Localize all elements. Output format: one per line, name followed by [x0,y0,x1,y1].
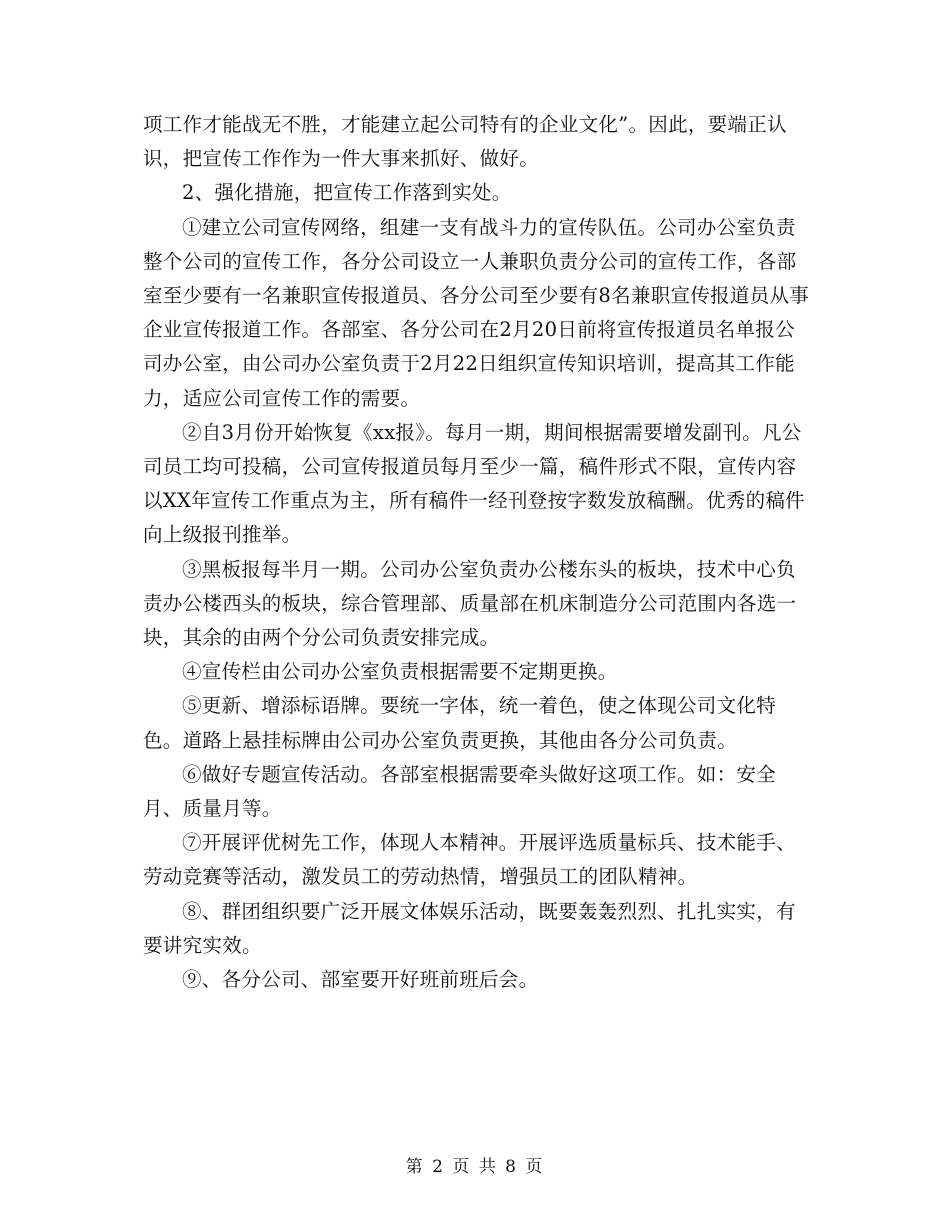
paragraph-section-2-heading: 2、强化措施，把宣传工作落到实处。 [182,181,512,205]
paragraph-item-8: ⑧、群团组织要广泛开展文体娱乐活动，既要轰轰烈烈、扎扎实实，有要讲究实效。 [143,899,796,957]
paragraph-item-6: ⑥做好专题宣传活动。各部室根据需要牵头做好这项工作。如：安全月、质量月等。 [143,762,777,821]
page-number-footer: 第 2 页 共 8 页 [405,1157,545,1177]
document-body [143,108,813,997]
paragraph-continuation: 项工作才能战无不胜，才能建立起公司特有的企业文化”。因此，要端正认识，把宣传工作作为一件大事来抓好、做好。 [143,113,787,171]
paragraph-item-2: ②自3月份开始恢复《xx报》。每月一期，期间根据需要增发副刊。凡公司员工均可投稿，公司宣传报道员每月至少一篇，稿件形式不限，宣传内容以XX年宣传工作重点为主，所有稿件一经刊登按字数发放稿酬。优秀的稿件向上级报刊推举。 [143,420,805,547]
paragraph-item-5: ⑤更新、增添标语牌。要统一字体，统一着色，使之体现公司文化特色。道路上悬挂标牌由公司办公室负责更换，其他由各分公司负责。 [143,694,777,752]
paragraph-item-4: ④宣传栏由公司办公室负责根据需要不定期更换。 [182,660,618,684]
paragraph-item-1: ①建立公司宣传网络，组建一支有战斗力的宣传队伍。公司办公室负责整个公司的宣传工作，各分公司设立一人兼职负责分公司的宣传工作，各部室至少要有一名兼职宣传报道员、各分公司至少要有8名兼职宣传报道员从事企业宣传报道工作。各部室、各分公司在2月20日前将宣传报道员名单报公司办公室，由公司办公室负责于2月22日组织宣传知识培训，提高其工作能力，适应公司宣传工作的需要。 [143,215,810,410]
paragraph-item-7: ⑦开展评优树先工作，体现人本精神。开展评选质量标兵、技术能手、劳动竞赛等活动，激发员工的劳动热情，增强员工的团队精神。 [143,831,796,889]
paragraph-item-9: ⑨、各分公司、部室要开好班前班后会。 [182,968,539,992]
paragraph-item-3: ③黑板报每半月一期。公司办公室负责办公楼东头的板块，技术中心负责办公楼西头的板块，综合管理部、质量部在机床制造分公司范围内各选一块，其余的由两个分公司负责安排完成。 [143,557,797,650]
